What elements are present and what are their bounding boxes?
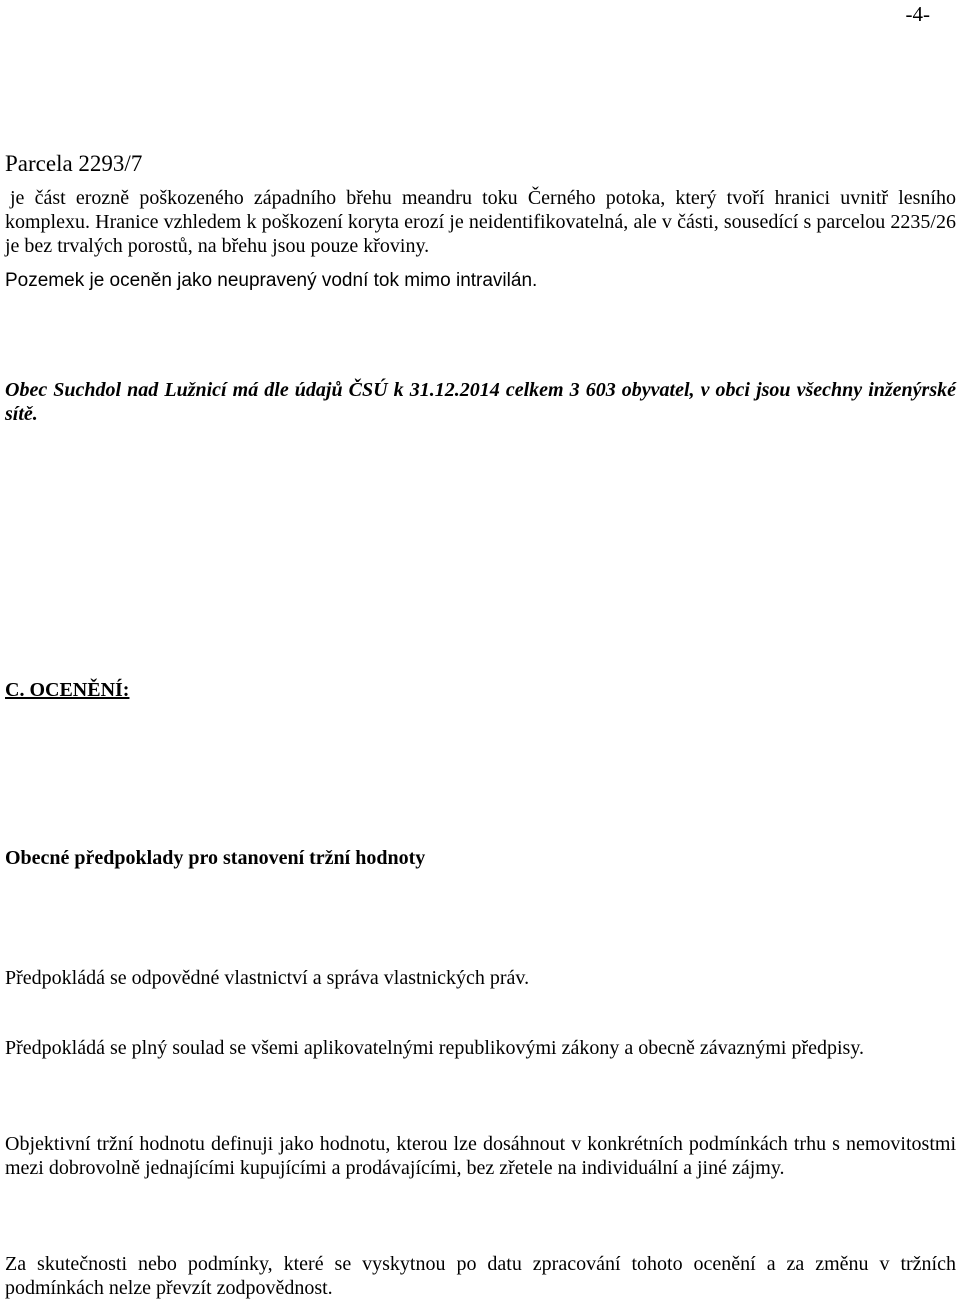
assumption-paragraph: Předpokládá se odpovědné vlastnictví a správa vlastnických práv. bbox=[5, 967, 530, 989]
parcel-description bbox=[5, 186, 956, 258]
market-value-definition-paragraph: Objektivní tržní hodnotu definuji jako hodnotu, kterou lze dosáhnout v konkrétních podmínkách trhu s nemovitostmi mezi dobrovolně jednajícími kupujícími a prodávajícími, bez zřetele na individuální a jiné zájmy. bbox=[5, 1133, 956, 1179]
liability-paragraph: Za skutečnosti nebo podmínky, které se vyskytnou po datu zpracování tohoto ocenění a za změnu v tržních podmínkách nelze převzít zodpovědnost. bbox=[5, 1253, 956, 1299]
section-heading-valuation bbox=[5, 678, 956, 702]
section-heading-text: C. OCENĚNÍ: bbox=[5, 679, 130, 701]
page-number: -4- bbox=[905, 2, 930, 26]
parcel-note: Pozemek je oceněn jako neupravený vodní tok mimo intravilán. bbox=[5, 270, 538, 291]
parcel-title: Parcela 2293/7 bbox=[5, 151, 143, 176]
valuation-subheading: Obecné předpoklady pro stanovení tržní hodnoty bbox=[5, 847, 426, 869]
parcel-description-text: je část erozně poškozeného západního břehu meandru toku Černého potoka, který tvoří hranici uvnitř lesního komplexu. Hranice vzhledem k poškození koryta erozí je neidentifikovatelná, ale v části, sousedící s parcelou 2235/26 je bez trvalých porostů, na břehu jsou pouze křoviny. bbox=[5, 187, 956, 257]
assumption-paragraph: Předpokládá se plný soulad se všemi aplikovatelnými republikovými zákony a obecně závaznými předpisy. bbox=[5, 1037, 865, 1059]
municipality-info: Obec Suchdol nad Lužnicí má dle údajů ČSÚ k 31.12.2014 celkem 3 603 obyvatel, v obci jsou všechny inženýrské sítě. bbox=[5, 379, 956, 425]
